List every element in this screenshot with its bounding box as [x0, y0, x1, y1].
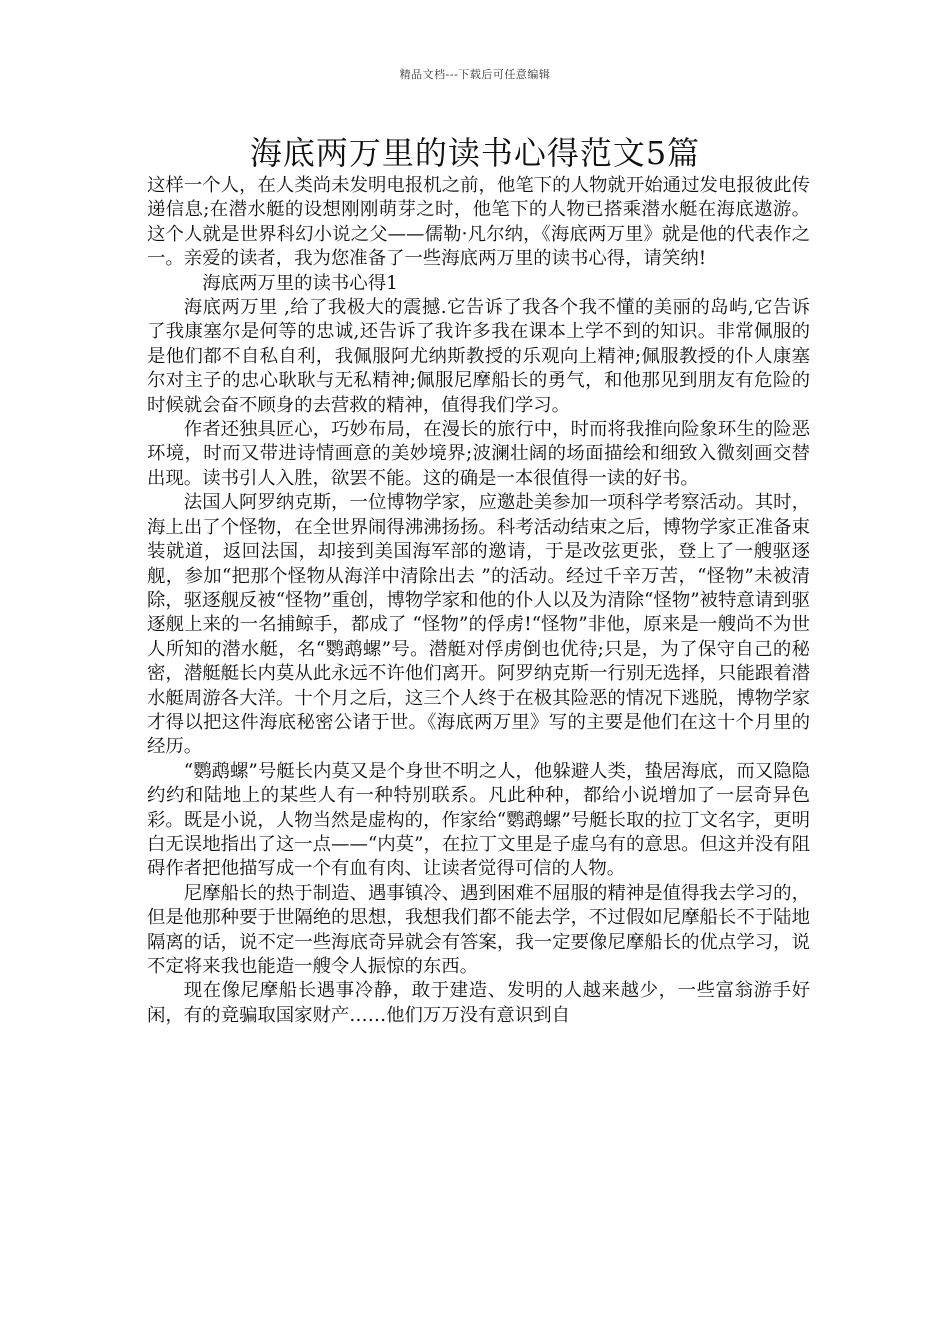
intro-paragraph: 这样一个人，在人类尚未发明电报机之前，他笔下的人物就开始通过发电报彼此传递信息;在潜水艇的设想刚刚萌芽之时，他笔下的人物已搭乘潜水艇在海底遨游。这个人就是世界科幻小说之父——儒勒·凡尔纳，《海底两万里》就是他的代表作之一。亲爱的读者，我为您准备了一些海底两万里的读书心得，请笑纳!: [147, 175, 810, 270]
body-paragraph: 现在像尼摩船长遇事冷静，敢于建造、发明的人越来越少，一些富翁游手好闲，有的竟骗取国家财产……他们万万没有意识到自: [147, 980, 810, 1026]
body-paragraph: “鹦鹉螺”号艇长内莫又是个身世不明之人，他躲避人类，蛰居海底，而又隐隐约约和陆地上的某些人有一种特别联系。凡此种种，都给小说增加了一层奇异色彩。既是小说，人物当然是虚构的，作家给“鹦鹉螺”号艇长取的拉丁文名字，更明白无误地指出了这一点——“内莫”，在拉丁文里是子虚乌有的意思。但这并没有阻碍作者把他描写成一个有血有肉、让读者觉得可信的人物。: [147, 760, 810, 880]
body-paragraph: 法国人阿罗纳克斯，一位博物学家，应邀赴美参加一项科学考察活动。其时，海上出了个怪物，在全世界闹得沸沸扬扬。科考活动结束之后，博物学家正准备束装就道，返回法国，却接到美国海军部的邀请，于是改弦更张，登上了一艘驱逐舰，参加“把那个怪物从海洋中清除出去 ”的活动。经过千辛万苦，“怪物”未被清除，驱逐舰反被“怪物”重创，博物学家和他的仆人以及为清除“怪物”被特意请到驱逐舰上来的一名捕鲸手，都成了 “怪物”的俘虏!“怪物”非他，原来是一艘尚不为世人所知的潜水艇，名“鹦鹉螺”号。潜艇对俘虏倒也优待;只是，为了保守自己的秘密，潜艇艇长内莫从此永远不许他们离开。阿罗纳克斯一行别无选择，只能跟着潜水艇周游各大洋。十个月之后，这三个人终于在极其险恶的情况下逃脱，博物学家才得以把这件海底秘密公诸于世。《海底两万里》写的主要是他们在这十个月里的经历。: [147, 492, 810, 758]
body-paragraph: 作者还独具匠心，巧妙布局，在漫长的旅行中，时而将我推向险象环生的险恶环境，时而又带进诗情画意的美妙境界;波澜壮阔的场面描绘和细致入微刻画交替出现。读书引人入胜，欲罢不能。这的确是一本很值得一读的好书。: [147, 419, 810, 489]
body-paragraph: 海底两万里 ,给了我极大的震撼.它告诉了我各个我不懂的美丽的岛屿,它告诉了我康塞尔是何等的忠诚,还告诉了我许多我在课本上学不到的知识。非常佩服的是他们都不自私自利，我佩服阿尤纳斯教授的乐观向上精神;佩服教授的仆人康塞尔对主子的忠心耿耿与无私精神;佩服尼摩船长的勇气，和他那见到朋友有危险的时候就会奋不顾身的去营救的精神，值得我们学习。: [147, 297, 810, 416]
page-header: 精品文档---下载后可任意编辑: [399, 68, 551, 81]
document-title: 海底两万里的读书心得范文5篇: [249, 134, 701, 172]
body-paragraph: 尼摩船长的热于制造、遇事镇冷、遇到困难不屈服的精神是值得我去学习的，但是他那种要于世隔绝的思想，我想我们都不能去学，不过假如尼摩船长不于陆地隔离的话，说不定一些海底奇异就会有答案，我一定要像尼摩船长的优点学习，说不定将来我也能造一艘令人振惊的东西。: [147, 882, 810, 977]
section-heading: 海底两万里的读书心得1: [202, 272, 398, 294]
document-body: [147, 174, 810, 1028]
